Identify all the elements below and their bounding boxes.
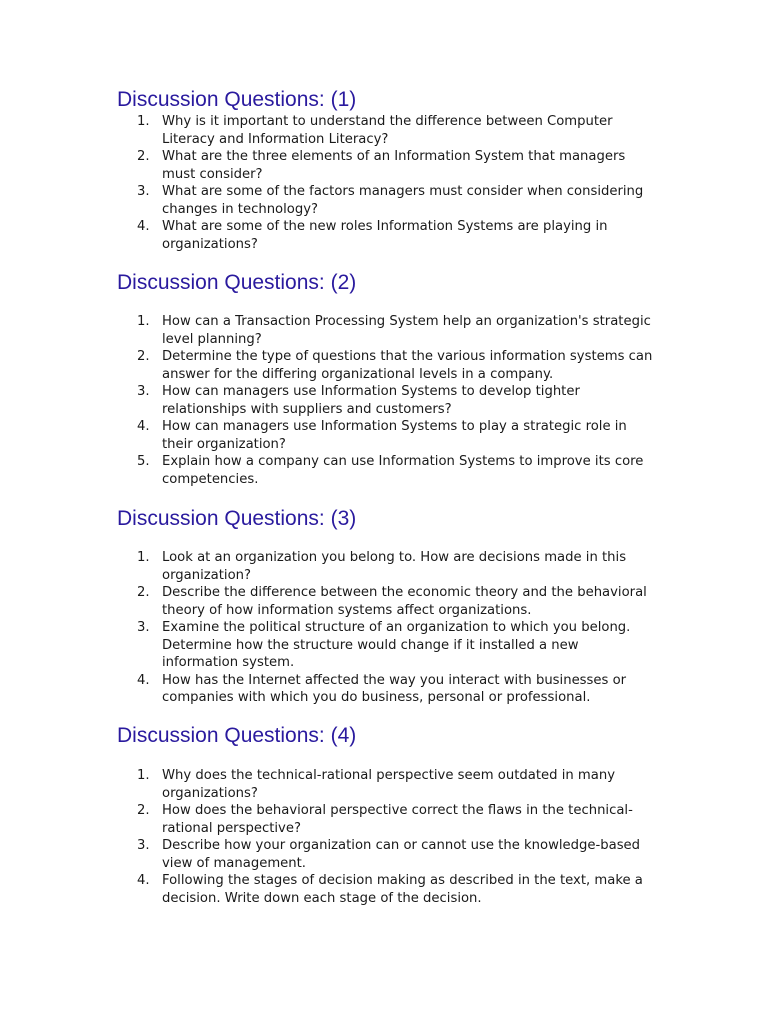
list-item-text: How can a Transaction Processing System help an organization's strategic level planning? — [162, 314, 651, 347]
list-item-text: Look at an organization you belong to. How are decisions made in this organization? — [162, 550, 627, 583]
list-item-number: 1. — [137, 550, 150, 565]
list-item-text: How can managers use Information Systems to play a strategic role in their organization? — [162, 419, 627, 452]
section-heading: Discussion Questions: (2) — [117, 271, 357, 294]
section-heading: Discussion Questions: (4) — [117, 724, 357, 747]
list-item — [117, 584, 657, 619]
list-item-text: Describe how your organization can or cannot use the knowledge-based view of management. — [162, 838, 641, 871]
list-item-number: 1. — [137, 314, 150, 329]
list-item — [117, 672, 657, 707]
list-item — [117, 383, 657, 418]
list-item — [117, 183, 657, 218]
discussion-section-3 — [117, 506, 657, 707]
list-item — [117, 549, 657, 584]
list-item-number: 3. — [137, 384, 150, 399]
list-item-text: What are some of the factors managers must consider when considering changes in technology? — [162, 184, 644, 217]
question-list — [117, 549, 657, 707]
section-heading: Discussion Questions: (3) — [117, 507, 357, 530]
list-item-number: 2. — [137, 803, 150, 818]
list-item — [117, 113, 657, 148]
section-heading: Discussion Questions: (1) — [117, 88, 357, 111]
list-item-number: 3. — [137, 838, 150, 853]
list-item — [117, 453, 657, 488]
list-item-text: Determine the type of questions that the various information systems can answer for the differing organizational levels in a company. — [162, 349, 653, 382]
list-item — [117, 619, 657, 672]
list-item-text: How does the behavioral perspective correct the flaws in the technical-rational perspective? — [162, 803, 633, 836]
discussion-section-2 — [117, 270, 657, 488]
list-item-number: 4. — [137, 873, 150, 888]
discussion-section-4 — [117, 723, 657, 907]
list-item-text: What are the three elements of an Information System that managers must consider? — [162, 149, 626, 182]
list-item-number: 5. — [137, 454, 150, 469]
list-item-text: Describe the difference between the economic theory and the behavioral theory of how information systems affect organizations. — [162, 585, 647, 618]
list-item-number: 3. — [137, 620, 150, 635]
list-item — [117, 802, 657, 837]
list-item-number: 4. — [137, 419, 150, 434]
list-item-text: Why is it important to understand the difference between Computer Literacy and Information Literacy? — [162, 114, 613, 147]
list-item-text: Why does the technical-rational perspective seem outdated in many organizations? — [162, 768, 616, 801]
discussion-section-1 — [117, 87, 657, 253]
question-list — [117, 767, 657, 907]
list-item — [117, 218, 657, 253]
list-item — [117, 148, 657, 183]
list-item-number: 1. — [137, 114, 150, 129]
question-list — [117, 313, 657, 488]
list-item-text: What are some of the new roles Information Systems are playing in organizations? — [162, 219, 608, 252]
list-item-text: How has the Internet affected the way you interact with businesses or companies with which you do business, personal or professional. — [162, 672, 627, 705]
list-item — [117, 872, 657, 907]
list-item-number: 2. — [137, 585, 150, 600]
question-list — [117, 113, 657, 253]
list-item-text: How can managers use Information Systems to develop tighter relationships with suppliers and customers? — [162, 384, 580, 417]
list-item — [117, 348, 657, 383]
list-item — [117, 767, 657, 802]
list-item-text: Examine the political structure of an organization to which you belong. Determine how the structure would change if it installed a new information system. — [162, 620, 631, 670]
list-item-number: 2. — [137, 349, 150, 364]
list-item-number: 1. — [137, 768, 150, 783]
list-item-text: Explain how a company can use Information Systems to improve its core competencies. — [162, 454, 644, 487]
list-item-number: 3. — [137, 184, 150, 199]
list-item-number: 4. — [137, 219, 150, 234]
list-item-text: Following the stages of decision making as described in the text, make a decision. Write down each stage of the decision. — [162, 873, 643, 906]
list-item-number: 2. — [137, 149, 150, 164]
list-item — [117, 837, 657, 872]
list-item-number: 4. — [137, 672, 150, 688]
list-item — [117, 313, 657, 348]
list-item — [117, 418, 657, 453]
